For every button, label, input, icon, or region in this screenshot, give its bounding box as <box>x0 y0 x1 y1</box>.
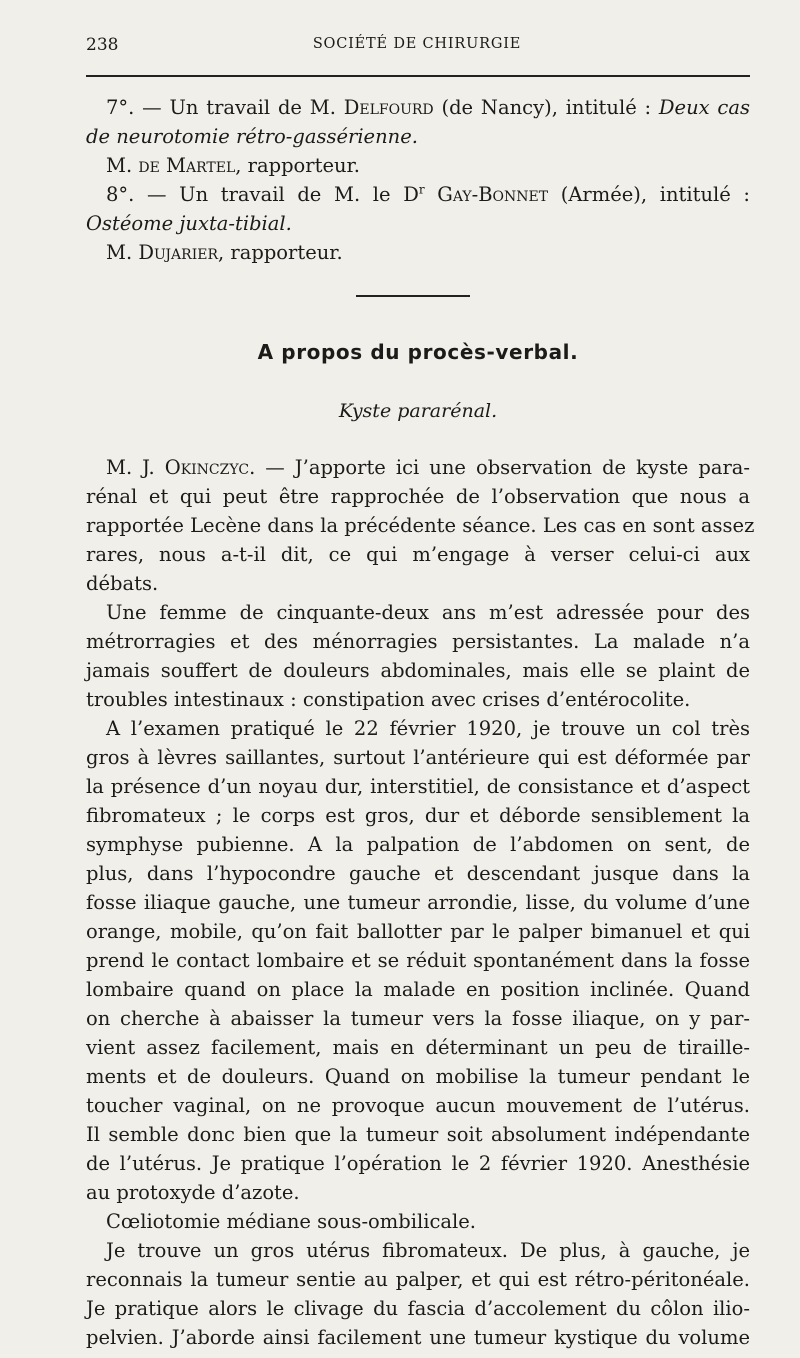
body-line: rapportée Lecène dans la précédente séance. Les cas en sont assez <box>86 514 755 537</box>
doctor-superscript: r <box>418 182 425 197</box>
body-line: métrorragies et des ménorragies persistantes. La malade n’a <box>86 630 750 653</box>
rapporteur-name: de Martel <box>138 154 236 177</box>
body-line: fibromateux ; le corps est gros, dur et déborde sensiblement la <box>86 804 750 827</box>
body-line: symphyse pubienne. A la palpation de l’abdomen on sent, de <box>86 833 750 856</box>
work-item-8-line-1 <box>86 180 750 209</box>
body-line: rénal et qui peut être rapprochée de l’observation que nous a <box>86 485 750 508</box>
body-first-line-text: . — J’apporte ici une observation de kyste para- <box>249 456 750 479</box>
body-line: vient assez facilement, mais en déterminant un peu de tiraille- <box>86 1036 750 1059</box>
section-subtitle: Kyste pararénal. <box>338 400 498 422</box>
body-line: reconnais la tumeur sentie au palper, et qui est rétro-péritonéale. <box>86 1268 750 1291</box>
body-line: Une femme de cinquante-deux ans m’est adressée pour des <box>106 601 750 624</box>
body-text <box>86 453 755 1352</box>
work-item-8-author: Gay-Bonnet <box>424 183 549 206</box>
running-head <box>86 35 748 61</box>
journal-title: SOCIÉTÉ DE CHIRURGIE <box>312 36 522 52</box>
body-line: gros à lèvres saillantes, surtout l’antérieure qui est déformée par <box>86 746 750 769</box>
section-heading: A propos du procès-verbal. <box>257 340 579 364</box>
body-line: au protoxyde d’azote. <box>86 1181 300 1204</box>
section-divider <box>356 295 470 297</box>
work-item-7-line-1 <box>86 93 750 122</box>
works-list <box>86 93 750 267</box>
body-line: rares, nous a-t-il dit, ce qui m’engage à verser celui-ci aux <box>86 543 750 566</box>
body-line: Je pratique alors le clivage du fascia d’accolement du côlon ilio- <box>86 1297 750 1320</box>
body-line: A l’examen pratiqué le 22 février 1920, je trouve un col très <box>106 717 750 740</box>
body-line: Il semble donc bien que la tumeur soit absolument indépendante <box>86 1123 750 1146</box>
body-line: la présence d’un noyau dur, interstitiel, de consistance et d’aspect <box>86 775 750 798</box>
body-line: Je trouve un gros utérus fibromateux. De plus, à gauche, je <box>106 1239 750 1262</box>
rapporteur-prefix: M. <box>106 241 139 264</box>
body-line: orange, mobile, qu’on fait ballotter par le palper bimanuel et qui <box>86 920 750 943</box>
speaker-prefix: M. J. <box>106 456 165 479</box>
rapporteur-name: Dujarier <box>138 241 218 264</box>
body-line: plus, dans l’hypocondre gauche et descendant jusque dans la <box>86 862 750 885</box>
body-first-line <box>86 453 750 482</box>
body-line: lombaire quand on place la malade en position inclinée. Quand <box>86 978 750 1001</box>
rapporteur-prefix: M. <box>106 154 139 177</box>
work-item-7-author: Delfourd <box>343 96 434 119</box>
work-item-8-text: (Armée), intitulé : <box>548 183 751 206</box>
speaker-name: Okinczyc <box>164 456 250 479</box>
body-line: on cherche à abaisser la tumeur vers la fosse iliaque, on y par- <box>86 1007 750 1030</box>
body-line: prend le contact lombaire et se réduit spontanément dans la fosse <box>86 949 750 972</box>
work-item-8-number: 8°. — Un travail de M. le D <box>106 183 419 206</box>
work-item-7-rapporteur <box>86 151 750 180</box>
body-line: troubles intestinaux : constipation avec crises d’entérocolite. <box>86 688 691 711</box>
body-line: fosse iliaque gauche, une tumeur arrondie, lisse, du volume d’une <box>86 891 750 914</box>
body-line: Cœliotomie médiane sous-ombilicale. <box>106 1210 476 1233</box>
work-item-7-number: 7°. — Un travail de M. <box>106 96 344 119</box>
rapporteur-suffix: , rapporteur. <box>218 241 343 264</box>
work-item-7-title-start: Deux cas <box>658 96 750 119</box>
body-line: débats. <box>86 572 159 595</box>
work-item-8-rapporteur <box>86 238 750 267</box>
body-line: jamais souffert de douleurs abdominales, mais elle se plaint de <box>86 659 750 682</box>
header-rule <box>86 75 750 77</box>
body-line: ments et de douleurs. Quand on mobilise la tumeur pendant le <box>86 1065 750 1088</box>
work-item-7-text: (de Nancy), intitulé : <box>433 96 659 119</box>
body-line: de l’utérus. Je pratique l’opération le 2 février 1920. Anesthésie <box>86 1152 750 1175</box>
body-line: toucher vaginal, on ne provoque aucun mouvement de l’utérus. <box>86 1094 750 1117</box>
rapporteur-suffix: , rapporteur. <box>235 154 360 177</box>
body-line: pelvien. J’aborde ainsi facilement une tumeur kystique du volume <box>86 1326 750 1349</box>
work-item-8-title: Ostéome juxta-tibial. <box>86 212 292 235</box>
work-item-7-title-end: de neurotomie rétro-gassérienne. <box>86 125 418 148</box>
page-number: 238 <box>86 35 119 55</box>
